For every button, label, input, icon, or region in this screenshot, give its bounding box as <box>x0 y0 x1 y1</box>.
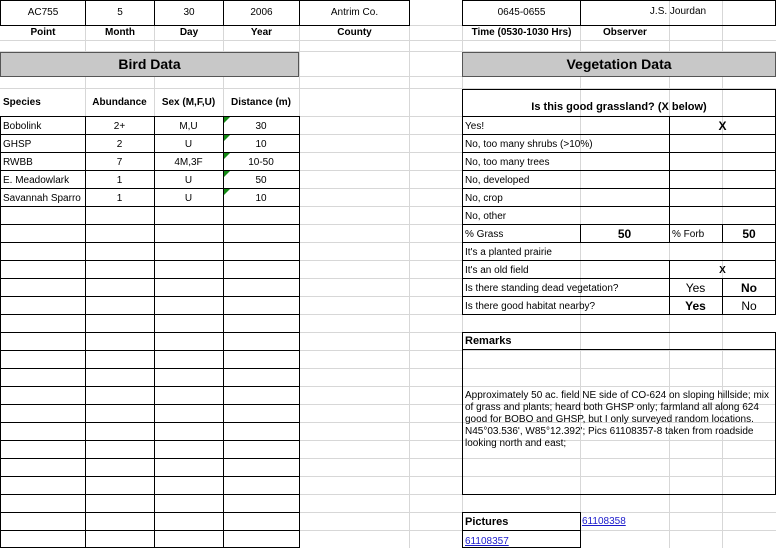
table-row-line <box>0 170 300 171</box>
table-row-line <box>0 332 300 333</box>
option-yes-mark[interactable]: X <box>718 120 727 133</box>
table-row-line <box>0 134 300 135</box>
comment-marker-icon[interactable] <box>224 135 230 141</box>
option-other-label: No, other <box>465 211 507 222</box>
species-cell[interactable]: RWBB <box>3 157 33 168</box>
table-row-line <box>0 530 300 531</box>
table-row-line <box>0 512 300 513</box>
point-label: Point <box>30 27 56 38</box>
observer-label: Observer <box>603 27 647 38</box>
comment-marker-icon[interactable] <box>224 117 230 123</box>
species-cell[interactable]: Savannah Sparro <box>3 193 81 204</box>
month-value: 5 <box>117 7 123 18</box>
table-row-line <box>0 386 300 387</box>
sex-cell[interactable]: U <box>184 139 193 150</box>
table-row-line <box>0 314 300 315</box>
forb-label: % Forb <box>672 229 705 240</box>
remarks-text[interactable]: Approximately 50 ac. field NE side of CO-624 on sloping hillside; mix of grass and plants; heard both GHSP only; farmland all along 624 good for BOBO and GHSP, but I only surveyed random locations. N45°03.536', W85°12.392'; Pics 61108357-8 taken from roadside looking north and east; <box>465 390 770 449</box>
remarks-divider <box>462 349 776 350</box>
picture-link-61108357[interactable] <box>465 536 575 548</box>
col-species: Species <box>3 97 41 108</box>
vegetation-data-header: Vegetation Data <box>462 52 776 77</box>
forb-value[interactable]: 50 <box>742 228 756 241</box>
distance-cell[interactable]: 50 <box>255 175 267 186</box>
abundance-cell[interactable]: 1 <box>116 193 123 204</box>
grass-label: % Grass <box>465 229 504 240</box>
col-abundance: Abundance <box>92 97 147 108</box>
distance-cell[interactable]: 10-50 <box>248 157 274 168</box>
comment-marker-icon[interactable] <box>224 153 230 159</box>
abundance-cell[interactable]: 7 <box>116 157 123 168</box>
sex-cell[interactable]: 4M,3F <box>174 157 203 168</box>
abundance-cell[interactable]: 2 <box>116 139 123 150</box>
table-row-line <box>0 494 300 495</box>
distance-cell[interactable]: 10 <box>255 193 267 204</box>
comment-marker-icon[interactable] <box>224 171 230 177</box>
table-row-line <box>0 404 300 405</box>
county-label: County <box>337 27 372 38</box>
table-row-line <box>0 368 300 369</box>
distance-cell[interactable]: 30 <box>255 121 267 132</box>
month-label: Month <box>105 27 135 38</box>
table-border-top <box>0 116 300 117</box>
option-trees-label: No, too many trees <box>465 157 550 168</box>
table-row-line <box>0 350 300 351</box>
habitat-nearby-yes[interactable]: Yes <box>685 300 706 313</box>
abundance-cell[interactable]: 1 <box>116 175 123 186</box>
bird-data-header: Bird Data <box>0 52 299 77</box>
col-distance: Distance (m) <box>230 97 291 108</box>
option-yes-label: Yes! <box>465 121 485 132</box>
species-cell[interactable]: GHSP <box>3 139 32 150</box>
sex-cell[interactable]: U <box>184 193 193 204</box>
option-developed-label: No, developed <box>465 175 530 186</box>
point-value: AC755 <box>27 7 59 18</box>
pictures-title: Pictures <box>465 516 509 528</box>
table-row-line <box>0 476 300 477</box>
grassland-question: Is this good grassland? (X below) <box>531 101 707 113</box>
county-value: Antrim Co. <box>330 7 379 18</box>
table-row-line <box>0 242 300 243</box>
picture-link-61108358-text[interactable]: 61108358 <box>582 516 626 527</box>
observer-value: J.S. Jourdan <box>649 6 707 17</box>
grass-value[interactable]: 50 <box>617 228 632 241</box>
time-label: Time (0530-1030 Hrs) <box>471 27 572 38</box>
table-row-line <box>0 458 300 459</box>
option-crop-label: No, crop <box>465 193 503 204</box>
sex-cell[interactable]: U <box>184 175 193 186</box>
day-value: 30 <box>183 7 195 18</box>
old-field-label: It's an old field <box>465 265 529 276</box>
table-row-line <box>0 440 300 441</box>
col-sex: Sex (M,F,U) <box>161 97 216 108</box>
abundance-cell[interactable]: 2+ <box>113 121 126 132</box>
habitat-nearby-question: Is there good habitat nearby? <box>465 301 596 312</box>
table-row-line <box>0 206 300 207</box>
table-row-line <box>0 422 300 423</box>
time-value: 0645-0655 <box>497 7 546 18</box>
table-row-line <box>0 188 300 189</box>
year-value: 2006 <box>250 7 273 18</box>
pictures-divider <box>462 530 581 531</box>
distance-cell[interactable]: 10 <box>255 139 267 150</box>
dead-vegetation-yes[interactable]: Yes <box>685 282 706 295</box>
dead-vegetation-no[interactable]: No <box>741 282 757 295</box>
sex-cell[interactable]: M,U <box>179 121 198 132</box>
day-label: Day <box>179 27 199 38</box>
comment-marker-icon[interactable] <box>224 189 230 195</box>
year-label: Year <box>250 27 273 38</box>
species-cell[interactable]: Bobolink <box>3 121 42 132</box>
table-row-line <box>0 152 300 153</box>
table-row-line <box>0 278 300 279</box>
option-shrubs-label: No, too many shrubs (>10%) <box>465 139 593 150</box>
table-row-line <box>0 224 300 225</box>
table-row-line <box>0 296 300 297</box>
picture-link-61108358[interactable] <box>582 516 668 528</box>
remarks-title: Remarks <box>465 335 512 347</box>
habitat-nearby-no[interactable]: No <box>741 300 757 313</box>
planted-prairie-label: It's a planted prairie <box>465 247 552 258</box>
table-row-line <box>0 260 300 261</box>
picture-link-61108357-text[interactable]: 61108357 <box>465 536 509 547</box>
dead-vegetation-question: Is there standing dead vegetation? <box>465 283 619 294</box>
species-cell[interactable]: E. Meadowlark <box>3 175 70 186</box>
old-field-mark[interactable]: X <box>719 265 726 276</box>
